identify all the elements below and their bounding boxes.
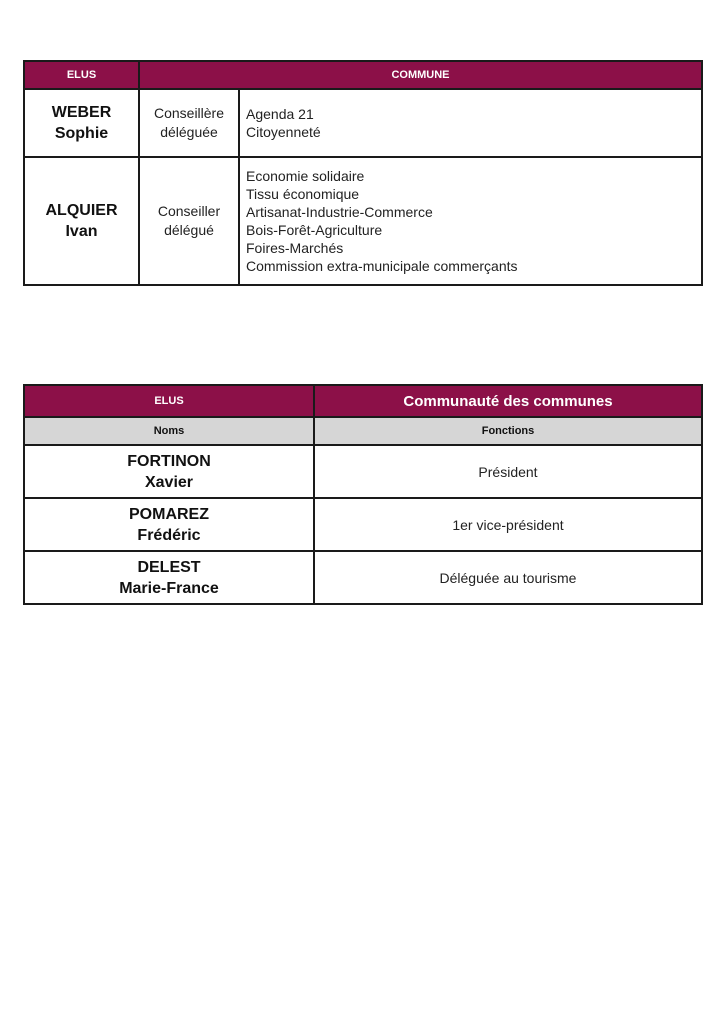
elu-mandates (239, 89, 702, 157)
header-commune: COMMUNE (139, 61, 702, 89)
elu-function: 1er vice-président (314, 498, 702, 551)
elu-firstname: Xavier (144, 473, 194, 491)
table-row (24, 157, 702, 285)
elu-firstname: Marie-France (119, 579, 219, 597)
role-line: Conseillère (153, 105, 225, 121)
role-line: déléguée (160, 124, 218, 140)
elu-mandates (239, 157, 702, 285)
mandate-item: Economie solidaire (246, 168, 365, 184)
table-row (24, 551, 702, 604)
elu-role (139, 89, 239, 157)
elu-name (24, 157, 139, 285)
mandate-item: Citoyenneté (246, 124, 321, 140)
elu-name (24, 445, 314, 498)
elu-lastname: WEBER (51, 104, 112, 121)
elu-lastname: POMAREZ (129, 505, 209, 523)
elu-lastname: FORTINON (127, 452, 211, 470)
communaute-table (23, 384, 703, 605)
elu-function: Déléguée au tourisme (314, 551, 702, 604)
communaute-header-row (24, 385, 702, 417)
table-row (24, 89, 702, 157)
communaute-subheader-row (24, 417, 702, 445)
mandate-item: Tissu économique (246, 186, 360, 202)
subheader-fonctions: Fonctions (314, 417, 702, 445)
elu-name (24, 551, 314, 604)
subheader-noms: Noms (24, 417, 314, 445)
header-elus: ELUS (24, 385, 314, 417)
table-row (24, 498, 702, 551)
elu-function: Président (314, 445, 702, 498)
mandate-item: Commission extra-municipale commerçants (246, 258, 518, 274)
mandate-item: Bois-Forêt-Agriculture (246, 222, 383, 238)
elu-firstname: Ivan (65, 223, 98, 240)
mandate-item: Artisanat-Industrie-Commerce (246, 204, 433, 220)
elu-name (24, 498, 314, 551)
role-line: délégué (164, 222, 214, 238)
elu-name (24, 89, 139, 157)
elu-lastname: ALQUIER (45, 202, 118, 219)
header-communaute: Communauté des communes (314, 385, 702, 417)
commune-table (23, 60, 703, 286)
commune-header-row (24, 61, 702, 89)
elu-role (139, 157, 239, 285)
table-row (24, 445, 702, 498)
elu-firstname: Sophie (54, 125, 109, 142)
elu-firstname: Frédéric (137, 526, 201, 544)
mandate-item: Foires-Marchés (246, 240, 344, 256)
elu-lastname: DELEST (137, 558, 201, 576)
mandate-item: Agenda 21 (246, 106, 314, 122)
header-elus: ELUS (24, 61, 139, 89)
role-line: Conseiller (157, 203, 221, 219)
